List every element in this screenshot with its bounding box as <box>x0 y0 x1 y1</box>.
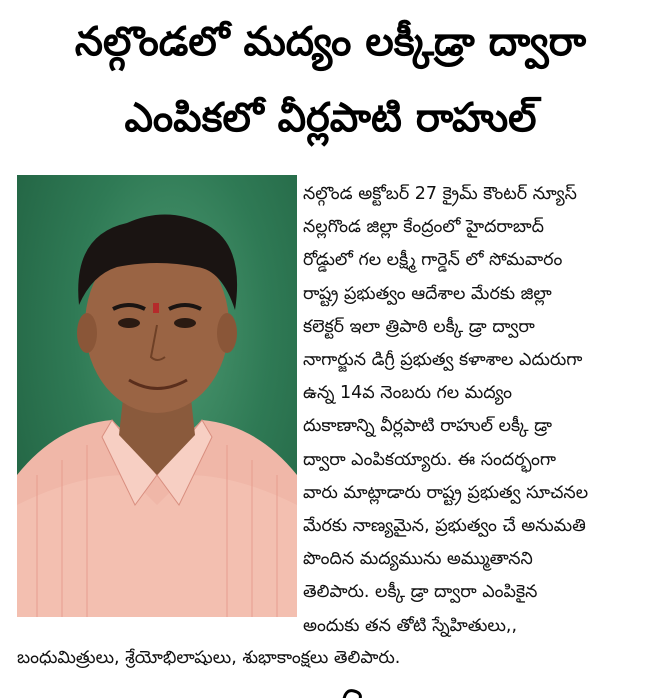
article-body-line: నాగార్జున డిగ్రీ ప్రభుత్వ కళాశాల ఎదురుగా <box>303 350 583 370</box>
headline-line-1: నల్గొండలో మద్యం లక్కీడ్రా ద్వారా <box>74 19 587 65</box>
article-body-line: నల్లగొండ జిల్లా కేంద్రంలో హైదరాబాద్ <box>303 217 544 238</box>
article-body-line: వారు మాట్లాడారు రాష్ట్ర ప్రభుత్వ సూచనల <box>303 482 589 503</box>
article-body-line: దుకాణాన్ని వీర్లపాటి రాహుల్ లక్కీ డ్రా <box>303 416 552 437</box>
article-body-last-line: బంధుమిత్రులు, శ్రేయోభిలాషులు, శుభాకాంక్షలు తెలిపారు. <box>17 648 401 668</box>
article-body-line: ద్వారా ఎంపికయ్యారు. ఈ సందర్భంగా <box>303 449 557 470</box>
person-portrait-illustration <box>17 175 297 617</box>
article-body-line: మేరకు నాణ్యమైన, ప్రభుత్వం చే అనుమతి <box>303 516 586 536</box>
article-body-line: రాష్ట్ర ప్రభుత్వం ఆదేశాల మేరకు జిల్లా <box>303 283 552 304</box>
article-body-line: కలెక్టర్ ఇలా త్రిపాఠి లక్కీ డ్రా ద్వారా <box>303 316 535 337</box>
headline-line-2: ఎంపికలో వీర్లపాటి రాహుల్ <box>124 95 537 141</box>
article-body-line: ఉన్న 14వ నెంబరు గల మద్యం <box>303 383 512 404</box>
article-body-line: రోడ్డులో గల లక్ష్మీ గార్డెన్ లో సోమవారం <box>303 250 563 271</box>
text-fragment-mark <box>340 685 370 698</box>
next-article-fragment <box>340 684 370 698</box>
article-body-line: పొందిన మద్యమును అమ్ముతానని <box>303 549 533 570</box>
article-body-line: అందుకు తన తోటి స్నేహితులు,, <box>303 615 518 636</box>
portrait-photo <box>17 175 297 617</box>
article-body-line: తెలిపారు. లక్కీ డ్రా ద్వారా ఎంపికైన <box>303 582 538 603</box>
article-body-line: నల్గొండ అక్టోబర్ 27 క్రైమ్ కౌంటర్ న్యూస్ <box>303 184 577 204</box>
